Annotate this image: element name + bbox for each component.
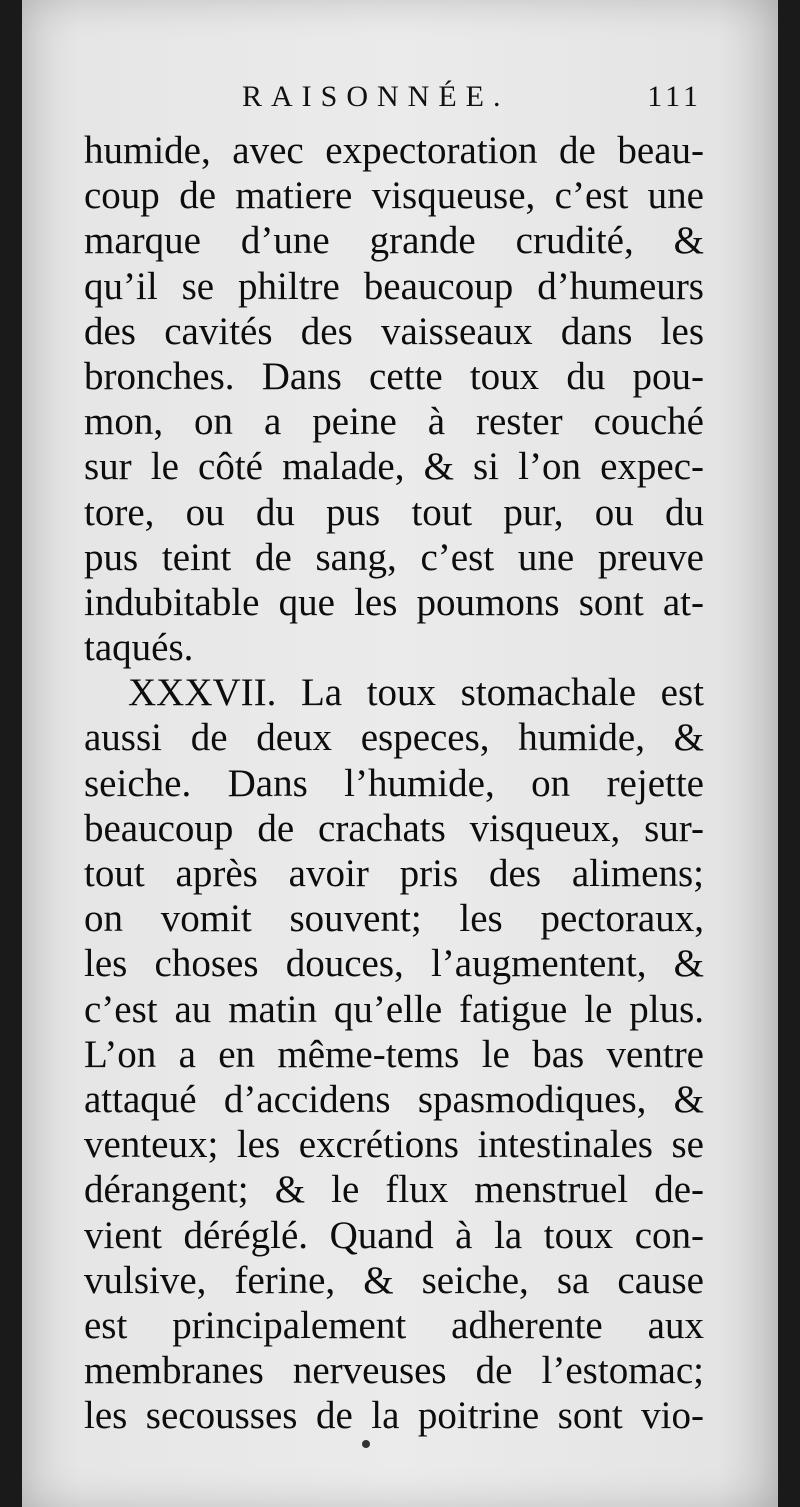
text-line: humide, avec expectoration de beau-	[84, 129, 704, 172]
text-line: on vomit souvent; les pectoraux,	[84, 897, 704, 941]
body-text	[84, 128, 704, 1438]
book-page	[22, 0, 778, 1507]
text-line: mon, on a peine à rester couché	[84, 400, 704, 444]
text-line: vient déréglé. Quand à la toux con-	[84, 1213, 704, 1257]
text-line: indubitable que les poumons sont at-	[84, 580, 704, 624]
text-line: bronches. Dans cette toux du pou-	[84, 354, 704, 398]
page-number: 111	[647, 80, 702, 113]
text-line: venteux; les excrétions intestinales se	[84, 1123, 704, 1167]
paragraph-end-line: taqués.	[84, 626, 194, 670]
text-line: sur le côté malade, & si l’on expec-	[84, 445, 704, 489]
ink-speck	[362, 1440, 370, 1448]
text-line: des cavités des vaisseaux dans les	[84, 309, 704, 353]
text-line: beaucoup de crachats visqueux, sur-	[84, 806, 704, 850]
text-line: tout après avoir pris des alimens;	[84, 852, 704, 895]
text-line: L’on a en même-tems le bas ventre	[84, 1032, 704, 1076]
running-title: RAISONNÉE.	[242, 80, 510, 113]
text-line: aussi de deux especes, humide, &	[84, 716, 704, 760]
text-line: coup de matiere visqueuse, c’est une	[84, 174, 704, 218]
text-line: membranes nerveuses de l’estomac;	[84, 1349, 704, 1393]
text-line: tore, ou du pus tout pur, ou du	[84, 490, 704, 534]
text-line: vulsive, ferine, & seiche, sa cause	[84, 1258, 704, 1302]
text-line: qu’il se philtre beaucoup d’humeurs	[84, 264, 704, 308]
text-line: les choses douces, l’augmentent, &	[84, 942, 704, 986]
text-line: est principalement adherente aux	[84, 1303, 704, 1347]
text-line: les secousses de la poitrine sont vio-	[84, 1394, 704, 1438]
text-line: seiche. Dans l’humide, on rejette	[84, 761, 704, 805]
text-line: marque d’une grande crudité, &	[84, 219, 704, 263]
text-line: attaqué d’accidens spasmodiques, &	[84, 1077, 704, 1121]
text-line: pus teint de sang, c’est une preuve	[84, 535, 704, 579]
text-line: dérangent; & le flux menstruel de-	[84, 1168, 704, 1212]
text-line: c’est au matin qu’elle fatigue le plus.	[84, 987, 704, 1031]
section-heading-line: XXXVII. La toux stomachale est	[128, 671, 704, 715]
